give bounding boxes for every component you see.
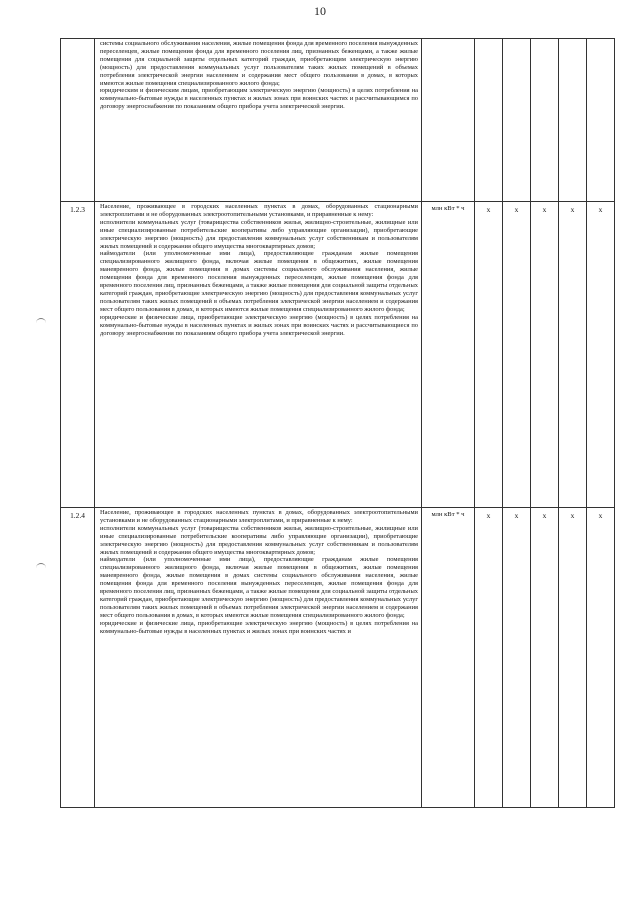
description-paragraph: Население, проживающее в городских населенных пунктах в домах, оборудованных электроотопительными установками и не оборудованных стационарными электроплитами, и приравненные к нему: bbox=[100, 509, 418, 524]
row-description bbox=[95, 202, 422, 508]
description-paragraph: исполнители коммунальных услуг (товарищества собственников жилья, жилищно-строительные, жилищные или иные специализированные потребительские кооперативы либо управляющие организации), приобретающие электрическую энергию (мощность) для предоставления коммунальных услуг собственникам и пользователям жилых помещений и содержания общего имущества многоквартирных домов; bbox=[100, 218, 418, 250]
description-paragraph: юридические и физические лица, приобретающие электрическую энергию (мощность) в целях потребления на коммунально-бытовые нужды в населенных пунктах и жилых зонах при воинских частях и bbox=[100, 619, 418, 635]
table-row bbox=[61, 202, 615, 508]
row-mark: x bbox=[503, 202, 531, 508]
row-number: 1.2.3 bbox=[61, 202, 95, 508]
row-mark: x bbox=[587, 202, 615, 508]
row-mark: x bbox=[531, 508, 559, 808]
row-number: 1.2.4 bbox=[61, 508, 95, 808]
row-mark bbox=[531, 39, 559, 202]
description-paragraph: наймодатели (или уполномоченные ими лица), предоставляющие гражданам жилые помещения специализированного жилищного фонда, включая жилые помещения в общежитиях, жилые помещения маневренного фонда, жилые помещения в домах системы социального обслуживания населения, жилые помещения фонда для временного поселения вынужденных переселенцев, жилые помещения фонда для временного поселения лиц, признанных беженцами, а также жилые помещения для социальной защиты отдельных категорий граждан, приобретающие электрическую энергию (мощность) для предоставления коммунальных услуг пользователям таких жилых помещений в объемах потребления электрической энергии населением и содержания мест общего пользования в домах, в которых имеются жилые помещения специализированного жилого фонда; bbox=[100, 250, 418, 313]
row-unit bbox=[422, 39, 475, 202]
row-mark bbox=[587, 39, 615, 202]
row-mark: x bbox=[587, 508, 615, 808]
page-number: 10 bbox=[314, 4, 326, 18]
row-mark: x bbox=[503, 508, 531, 808]
description-paragraph: наймодатели (или уполномоченные ими лица), предоставляющие гражданам жилые помещения специализированного жилищного фонда, включая жилые помещения в общежитиях, жилые помещения маневренного фонда, жилые помещения в домах системы социального обслуживания населения, жилые помещения фонда для временного поселения вынужденных переселенцев, жилые помещения фонда для временного поселения лиц, признанных беженцами, а также жилые помещения для социальной защиты отдельных категорий граждан, приобретающие электрическую энергию (мощность) для предоставления коммунальных услуг пользователям таких жилых помещений в объемах потребления электрической энергии населением и содержания мест общего пользования в домах, в которых имеются жилые помещения специализированного жилого фонда; bbox=[100, 556, 418, 619]
row-description bbox=[95, 508, 422, 808]
description-paragraph: исполнители коммунальных услуг (товарищества собственников жилья, жилищно-строительные, жилищные или иные специализированные потребительские кооперативы либо управляющие организации), приобретающие электрическую энергию (мощность) для предоставления коммунальных услуг собственникам и пользователям жилых помещений и содержания общего имущества многоквартирных домов; bbox=[100, 524, 418, 556]
row-mark: x bbox=[475, 508, 503, 808]
description-paragraph: юридическим и физическим лицам, приобретающим электрическую энергию (мощность) в целях потребления на коммунально-бытовые нужды в населенных пунктах и жилых зонах при воинских частях и рассчитывающимся по договору энергоснабжения по показаниям общего прибора учета электрической энергии. bbox=[100, 87, 418, 111]
row-mark: x bbox=[531, 202, 559, 508]
table-row bbox=[61, 39, 615, 202]
tariff-table bbox=[60, 38, 615, 808]
margin-mark bbox=[36, 563, 46, 568]
row-mark: x bbox=[559, 202, 587, 508]
description-paragraph: Население, проживающее в городских населенных пунктах в домах, оборудованных стационарными электроплитами и не оборудованных электроотопительными установками, и приравненные к нему: bbox=[100, 203, 418, 218]
row-number bbox=[61, 39, 95, 202]
table-row bbox=[61, 508, 615, 808]
row-mark bbox=[559, 39, 587, 202]
row-unit: млн кВт * ч bbox=[422, 508, 475, 808]
description-paragraph: юридические и физические лица, приобретающие электрическую энергию (мощность) в целях потребления на коммунально-бытовые нужды в населенных пунктах и жилых зонах при воинских частях и рассчитывающиеся по договору энергоснабжения по показаниям общего прибора учета электрической энергии. bbox=[100, 313, 418, 337]
row-description bbox=[95, 39, 422, 202]
description-paragraph: системы социального обслуживания населения, жилые помещения фонда для временного поселения вынужденных переселенцев, жилые помещения фонда для временного поселения лиц, признанных беженцами, а также жилые помещения для социальной защиты отдельных категорий граждан, приобретающим электрическую энергию (мощность) для предоставления коммунальных услуг пользователям таких жилых помещений в объемах потребления электрической энергии населением и содержания мест общего пользования в домах, в которых имеются жилые помещения специализированного жилого фонда; bbox=[100, 40, 418, 87]
row-unit: млн кВт * ч bbox=[422, 202, 475, 508]
margin-mark bbox=[36, 318, 46, 323]
row-mark: x bbox=[475, 202, 503, 508]
row-mark: x bbox=[559, 508, 587, 808]
row-mark bbox=[503, 39, 531, 202]
row-mark bbox=[475, 39, 503, 202]
